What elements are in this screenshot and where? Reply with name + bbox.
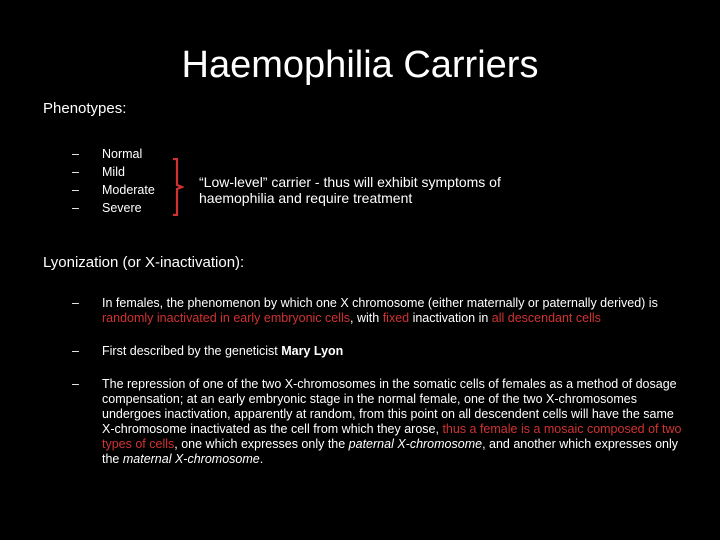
phenotypes-heading: Phenotypes: [43, 100, 127, 117]
lyonization-heading: Lyonization (or X-inactivation): [43, 254, 245, 271]
list-item: – In females, the phenomenon by which one X chromosome (either maternally or paternally derived) is randomly inactivated in early embryonic cells, with fixed inactivation in all descendant cells [72, 296, 658, 325]
phenotype-item: – Moderate [72, 183, 155, 197]
phenotype-item: – Normal [72, 147, 143, 161]
carrier-note: “Low-level” carrier - thus will exhibit symptoms of haemophilia and require treatment [199, 174, 501, 206]
list-item: – First described by the geneticist Mary Lyon [72, 344, 344, 358]
phenotype-item: – Mild [72, 165, 125, 179]
phenotype-item: – Severe [72, 201, 142, 215]
list-item: – The repression of one of the two X-chromosomes in the somatic cells of females as a method of dosage compensation; at an early embryonic stage in the normal female, one of the two X-chromosomes undergoes inactivation, apparently at random, from this point on all descendent cells will have the same X-chromosome inactivated as the cell from which they arose, thus a female is a mosaic composed of two types of cells, one which expresses only the paternal X-chromosome, and another which expresses only the maternal X-chromosome. [72, 377, 682, 466]
lyonization-list [72, 296, 682, 485]
phenotype-list [72, 145, 155, 217]
slide-title: Haemophilia Carriers [181, 44, 539, 86]
brace-icon [170, 158, 184, 216]
